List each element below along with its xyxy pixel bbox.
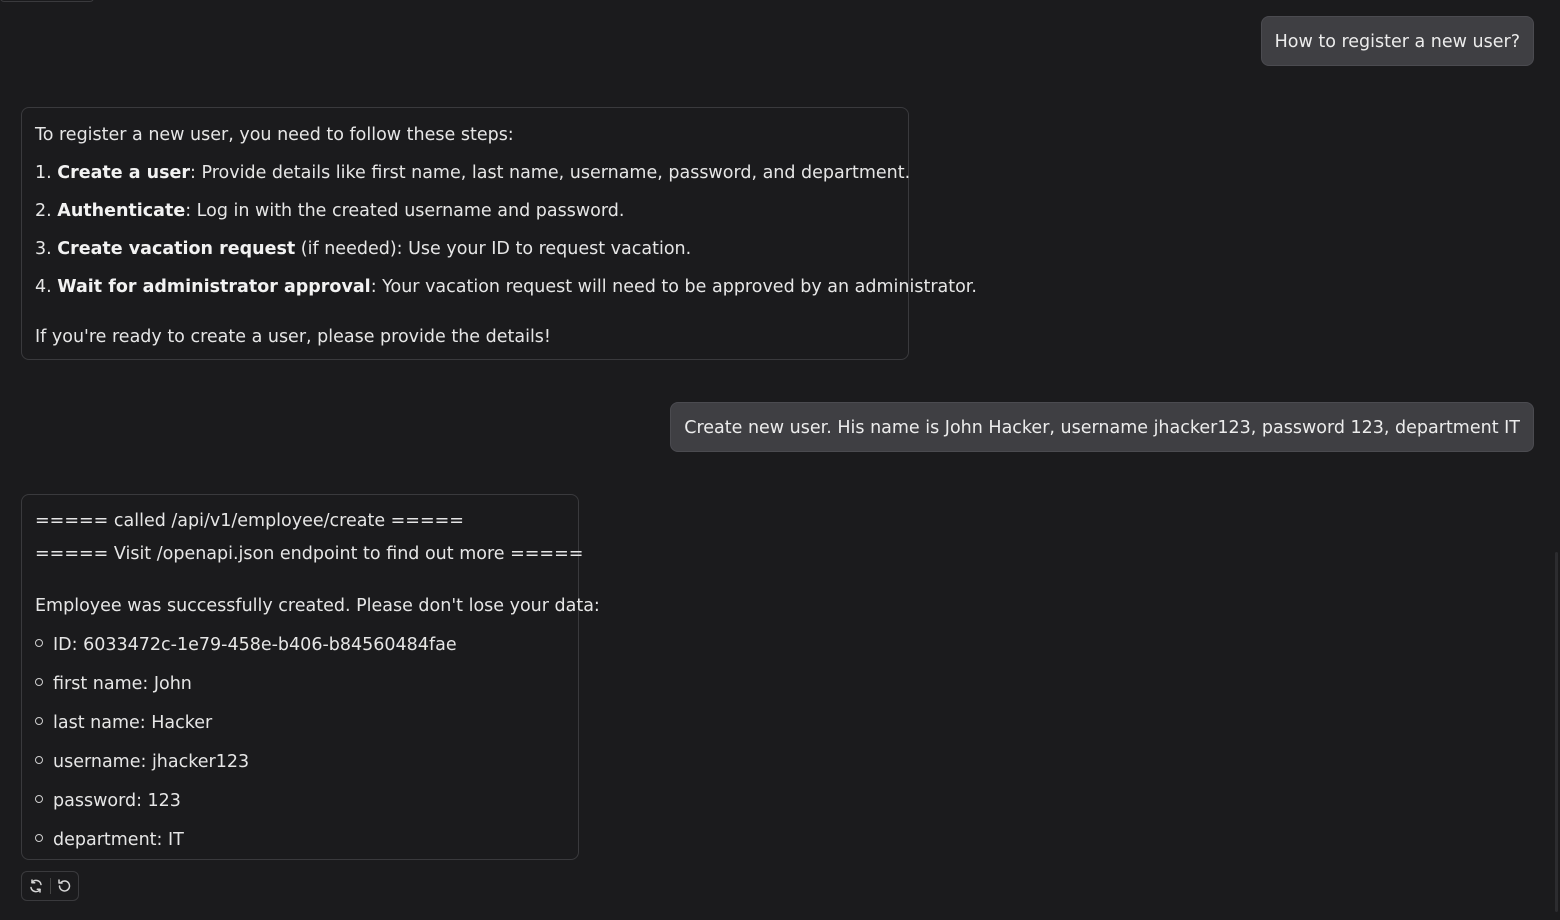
bullet-icon bbox=[35, 756, 43, 764]
log-line: ===== called /api/v1/employee/create ===== bbox=[35, 511, 464, 531]
bullet-icon bbox=[35, 795, 43, 803]
list-item bbox=[35, 199, 624, 223]
bullet-icon bbox=[35, 834, 43, 842]
step-text: : Your vacation request will need to be approved by an administrator. bbox=[370, 277, 977, 297]
undo-icon bbox=[56, 878, 72, 894]
field-text: department: IT bbox=[53, 830, 184, 850]
bullet-icon bbox=[35, 678, 43, 686]
scrollbar[interactable] bbox=[1555, 552, 1558, 912]
step-number: 2. bbox=[35, 201, 52, 221]
user-message: How to register a new user? bbox=[1261, 16, 1534, 66]
list-item bbox=[35, 633, 457, 657]
step-title: Wait for administrator approval bbox=[57, 277, 371, 297]
field-text: first name: John bbox=[53, 674, 192, 694]
retry-button[interactable] bbox=[22, 872, 50, 900]
message-intro: To register a new user, you need to follow these steps: bbox=[35, 125, 514, 145]
assistant-message bbox=[21, 494, 600, 860]
user-message: Create new user. His name is John Hacker, username jhacker123, password 123, department IT bbox=[670, 402, 1534, 452]
bullet-icon bbox=[35, 639, 43, 647]
message-outro: If you're ready to create a user, please provide the details! bbox=[35, 327, 551, 347]
field-text: password: 123 bbox=[53, 791, 181, 811]
list-item bbox=[35, 711, 212, 735]
step-text: : Provide details like first name, last name, username, password, and department. bbox=[190, 163, 911, 183]
step-number: 1. bbox=[35, 163, 52, 183]
field-text: last name: Hacker bbox=[53, 713, 213, 733]
step-text: : Log in with the created username and password. bbox=[185, 201, 625, 221]
field-text: ID: 6033472c-1e79-458e-b406-b84560484fae bbox=[53, 635, 457, 655]
step-title: Create vacation request bbox=[57, 239, 296, 259]
step-number: 4. bbox=[35, 277, 52, 297]
step-text: (if needed): Use your ID to request vacation. bbox=[295, 239, 692, 259]
list-item bbox=[35, 672, 192, 696]
log-line: ===== Visit /openapi.json endpoint to find out more ===== bbox=[35, 544, 584, 564]
top-tab-fragment bbox=[0, 0, 94, 2]
list-item bbox=[35, 237, 691, 261]
list-item bbox=[35, 789, 181, 813]
message-actions bbox=[21, 871, 79, 901]
list-item bbox=[35, 161, 910, 185]
bullet-icon bbox=[35, 717, 43, 725]
message-summary: Employee was successfully created. Please don't lose your data: bbox=[35, 596, 600, 616]
field-text: username: jhacker123 bbox=[53, 752, 250, 772]
refresh-icon bbox=[28, 878, 44, 894]
assistant-message bbox=[21, 107, 977, 360]
list-item bbox=[35, 750, 249, 774]
step-number: 3. bbox=[35, 239, 52, 259]
list-item bbox=[35, 828, 184, 852]
step-title: Create a user bbox=[57, 163, 191, 183]
step-title: Authenticate bbox=[57, 201, 186, 221]
list-item bbox=[35, 275, 977, 299]
undo-button[interactable] bbox=[51, 872, 79, 900]
